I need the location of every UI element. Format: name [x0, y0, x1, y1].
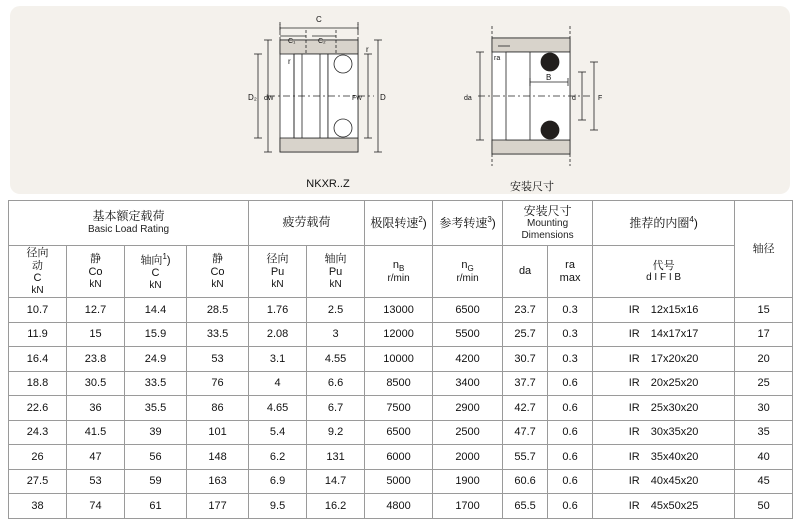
cell-axial-c: 39	[125, 420, 187, 445]
cell-inner-ring-designation	[593, 298, 735, 323]
cell-axial-co: 33.5	[187, 322, 249, 347]
header-axial-co-unit: kN	[211, 278, 224, 290]
spec-table-wrapper	[8, 200, 792, 519]
inner-ring-size: 40x45x20	[650, 475, 699, 488]
header-axial-dynamic-c: 轴向$^1$) C kN	[125, 246, 187, 298]
cell-radial-pu: 5.4	[249, 420, 307, 445]
svg-text:B: B	[546, 73, 552, 82]
inner-ring-prefix: IR	[628, 450, 640, 463]
header-reference-speed-cn: 参考转速	[439, 216, 488, 231]
cell-shaft-diameter: 30	[735, 396, 793, 421]
cell-radial-co: 23.8	[67, 347, 125, 372]
cell-da: 55.7	[503, 445, 548, 470]
cell-radial-c: 22.6	[9, 396, 67, 421]
header-co-symbol: Co	[88, 265, 103, 278]
svg-text:r: r	[288, 57, 291, 66]
cell-axial-co: 148	[187, 445, 249, 470]
header-radial-pu-label: 径向	[266, 253, 289, 266]
inner-ring-prefix: IR	[628, 303, 640, 316]
cell-radial-pu: 9.5	[249, 494, 307, 519]
table-row[interactable]	[9, 396, 793, 421]
cell-axial-c: 61	[125, 494, 187, 519]
cell-axial-pu: 14.7	[307, 469, 365, 494]
header-fatigue-load-cn: 疲劳载荷	[282, 215, 331, 230]
header-nb-symbol: $n_B$	[392, 258, 405, 273]
header-radial-pu-unit: kN	[271, 278, 284, 290]
cell-shaft-diameter: 40	[735, 445, 793, 470]
diagram-panel	[10, 6, 790, 194]
svg-text:d: d	[572, 95, 576, 102]
header-nb-unit	[365, 246, 433, 298]
cell-shaft-diameter: 50	[735, 494, 793, 519]
cell-shaft-diameter: 45	[735, 469, 793, 494]
inner-ring-prefix: IR	[628, 401, 640, 414]
cell-axial-co: 86	[187, 396, 249, 421]
cell-nb: 6500	[365, 420, 433, 445]
table-row[interactable]	[9, 371, 793, 396]
header-reference-speed: 参考转速$^3$)	[433, 201, 503, 246]
header-dfb-label: d I F I B	[646, 272, 682, 284]
cell-radial-pu: 4.65	[249, 396, 307, 421]
header-axial-pu-label: 轴向	[324, 253, 347, 266]
cell-axial-pu: 2.5	[307, 298, 365, 323]
header-axial-pu	[307, 246, 365, 298]
table-row[interactable]	[9, 420, 793, 445]
header-axial-pu-unit: kN	[329, 278, 342, 290]
header-radial-label: 径向	[26, 247, 49, 259]
table-row[interactable]	[9, 322, 793, 347]
cell-da: 42.7	[503, 396, 548, 421]
header-fatigue-load	[249, 201, 365, 246]
header-ng-unit	[433, 246, 503, 298]
svg-text:dW: dW	[264, 95, 274, 102]
header-basic-load-rating-cn: 基本额定载荷	[92, 209, 165, 224]
svg-text:C₁: C₁	[288, 38, 296, 45]
cell-da: 23.7	[503, 298, 548, 323]
svg-text:FW: FW	[352, 95, 362, 102]
header-ra-max-label: max	[559, 271, 581, 284]
cell-da: 30.7	[503, 347, 548, 372]
header-static-label: 静	[90, 253, 101, 266]
svg-text:da: da	[464, 95, 472, 102]
header-axial-pu-symbol: Pu	[328, 265, 343, 278]
svg-text:C₂: C₂	[318, 38, 326, 45]
cell-ra: 0.6	[548, 469, 593, 494]
cell-radial-co: 53	[67, 469, 125, 494]
cell-axial-co: 163	[187, 469, 249, 494]
svg-text:C: C	[316, 15, 322, 24]
cell-ng: 5500	[433, 322, 503, 347]
cell-axial-c: 24.9	[125, 347, 187, 372]
inner-ring-prefix: IR	[628, 475, 640, 488]
cell-inner-ring-designation	[593, 322, 735, 347]
cell-shaft-diameter: 17	[735, 322, 793, 347]
header-axial-co-symbol: Co	[210, 265, 225, 278]
header-designation-label: 代号	[652, 259, 675, 272]
cell-radial-c: 11.9	[9, 322, 67, 347]
cell-nb: 4800	[365, 494, 433, 519]
inner-ring-prefix: IR	[628, 499, 640, 512]
cell-inner-ring-designation	[593, 494, 735, 519]
header-limiting-speed-sup: 2	[418, 215, 423, 225]
header-da-label: da	[518, 265, 532, 278]
cell-axial-pu: 3	[307, 322, 365, 347]
cell-ng: 2000	[433, 445, 503, 470]
cell-ng: 2500	[433, 420, 503, 445]
header-radial-pu-symbol: Pu	[270, 265, 285, 278]
header-c-symbol: C	[33, 272, 42, 285]
cell-nb: 10000	[365, 347, 433, 372]
inner-ring-prefix: IR	[628, 352, 640, 365]
header-shaft-diameter-label: 轴径	[752, 242, 775, 255]
header-axial-c-unit: kN	[149, 279, 162, 291]
bearing-cross-section-drawing	[228, 12, 418, 182]
inner-ring-prefix: IR	[628, 377, 640, 390]
cell-axial-c: 59	[125, 469, 187, 494]
header-axial-c-symbol: C	[151, 267, 160, 280]
header-basic-load-rating	[9, 201, 249, 246]
cell-axial-pu: 6.7	[307, 396, 365, 421]
header-reference-speed-sup: 3	[487, 215, 492, 225]
svg-text:D₂: D₂	[248, 93, 257, 102]
header-co-unit: kN	[89, 278, 102, 290]
inner-ring-size: 25x30x20	[650, 401, 699, 414]
cell-axial-c: 33.5	[125, 371, 187, 396]
cell-axial-co: 101	[187, 420, 249, 445]
cell-ng: 4200	[433, 347, 503, 372]
header-ir-designation	[593, 246, 735, 298]
cell-nb: 12000	[365, 322, 433, 347]
inner-ring-size: 45x50x25	[650, 499, 699, 512]
cell-ra: 0.3	[548, 347, 593, 372]
header-axial-sup: 1	[162, 251, 167, 261]
header-mounting-dimensions-en: Mounting Dimensions	[521, 218, 574, 241]
cell-ra: 0.3	[548, 322, 593, 347]
cell-nb: 13000	[365, 298, 433, 323]
cell-shaft-diameter: 15	[735, 298, 793, 323]
cell-inner-ring-designation	[593, 396, 735, 421]
cell-ra: 0.6	[548, 494, 593, 519]
cell-inner-ring-designation	[593, 420, 735, 445]
inner-ring-size: 17x20x20	[650, 352, 699, 365]
cell-da: 65.5	[503, 494, 548, 519]
header-ng-rpm: r/min	[456, 273, 479, 285]
header-radial-dynamic-c	[9, 246, 67, 298]
header-ra-label: ra	[565, 259, 575, 272]
table-header-unit-row	[9, 246, 793, 298]
left-drawing-caption: NKXR..Z	[306, 178, 350, 190]
cell-radial-co: 12.7	[67, 298, 125, 323]
header-radial-pu	[249, 246, 307, 298]
cell-da: 47.7	[503, 420, 548, 445]
cell-radial-c: 16.4	[9, 347, 67, 372]
cell-radial-co: 36	[67, 396, 125, 421]
cell-radial-co: 30.5	[67, 371, 125, 396]
cell-axial-pu: 6.6	[307, 371, 365, 396]
cell-axial-c: 15.9	[125, 322, 187, 347]
header-recommended-inner-ring: 推荐的内圈$^4$)	[593, 201, 735, 246]
cell-da: 37.7	[503, 371, 548, 396]
cell-axial-co: 53	[187, 347, 249, 372]
cell-nb: 5000	[365, 469, 433, 494]
cell-radial-pu: 4	[249, 371, 307, 396]
cell-radial-c: 24.3	[9, 420, 67, 445]
cell-shaft-diameter: 35	[735, 420, 793, 445]
cell-radial-co: 41.5	[67, 420, 125, 445]
cell-axial-co: 76	[187, 371, 249, 396]
cell-radial-c: 27.5	[9, 469, 67, 494]
table-row[interactable]	[9, 469, 793, 494]
header-limiting-speed: 极限转速$^2$)	[365, 201, 433, 246]
table-row[interactable]	[9, 347, 793, 372]
svg-text:ra: ra	[494, 55, 501, 62]
cell-ng: 6500	[433, 298, 503, 323]
header-basic-load-rating-en: Basic Load Rating	[87, 224, 170, 236]
table-row[interactable]	[9, 445, 793, 470]
cell-ra: 0.6	[548, 445, 593, 470]
table-header-group-row	[9, 201, 793, 246]
cell-radial-c: 18.8	[9, 371, 67, 396]
cell-inner-ring-designation	[593, 371, 735, 396]
cell-radial-c: 26	[9, 445, 67, 470]
cell-shaft-diameter: 20	[735, 347, 793, 372]
svg-text:r: r	[366, 45, 369, 54]
cell-radial-co: 74	[67, 494, 125, 519]
cell-axial-c: 56	[125, 445, 187, 470]
header-recommended-inner-ring-sup: 4	[689, 215, 694, 225]
bearing-spec-table	[8, 200, 793, 519]
cell-radial-pu: 6.9	[249, 469, 307, 494]
cell-ng: 2900	[433, 396, 503, 421]
cell-axial-pu: 131	[307, 445, 365, 470]
cell-da: 25.7	[503, 322, 548, 347]
cell-axial-co: 177	[187, 494, 249, 519]
cell-radial-pu: 1.76	[249, 298, 307, 323]
cell-axial-pu: 16.2	[307, 494, 365, 519]
cell-radial-co: 47	[67, 445, 125, 470]
header-axial-static-co	[187, 246, 249, 298]
inner-ring-size: 35x40x20	[650, 450, 699, 463]
cell-inner-ring-designation	[593, 347, 735, 372]
cell-ra: 0.6	[548, 396, 593, 421]
cell-axial-c: 14.4	[125, 298, 187, 323]
header-recommended-inner-ring-cn: 推荐的内圈	[629, 216, 690, 231]
cell-nb: 6000	[365, 445, 433, 470]
cell-inner-ring-designation	[593, 469, 735, 494]
header-ra-max	[548, 246, 593, 298]
cell-axial-co: 28.5	[187, 298, 249, 323]
cell-ra: 0.3	[548, 298, 593, 323]
cell-radial-co: 15	[67, 322, 125, 347]
inner-ring-prefix: IR	[628, 328, 640, 341]
table-row[interactable]	[9, 298, 793, 323]
cell-radial-c: 38	[9, 494, 67, 519]
right-drawing-caption: 安装尺寸	[510, 181, 554, 193]
cell-ra: 0.6	[548, 371, 593, 396]
cell-axial-pu: 4.55	[307, 347, 365, 372]
cell-axial-pu: 9.2	[307, 420, 365, 445]
header-axial-label: 轴向	[140, 254, 163, 267]
header-mounting-dimensions-cn: 安装尺寸	[523, 203, 572, 218]
header-ng-symbol: $n_G$	[461, 258, 474, 273]
inner-ring-size: 12x15x16	[650, 303, 699, 316]
header-nb-rpm: r/min	[387, 273, 410, 285]
svg-text:D: D	[380, 93, 386, 102]
cell-inner-ring-designation	[593, 445, 735, 470]
header-limiting-speed-cn: 极限转速	[370, 216, 419, 231]
cell-ng: 1900	[433, 469, 503, 494]
cell-nb: 8500	[365, 371, 433, 396]
svg-text:F: F	[598, 95, 603, 102]
cell-radial-pu: 2.08	[249, 322, 307, 347]
header-radial-static-co	[67, 246, 125, 298]
mounting-dimensions-drawing	[442, 12, 622, 182]
cell-ng: 3400	[433, 371, 503, 396]
cell-ra: 0.6	[548, 420, 593, 445]
cell-radial-pu: 6.2	[249, 445, 307, 470]
cell-radial-c: 10.7	[9, 298, 67, 323]
cell-da: 60.6	[503, 469, 548, 494]
cell-ng: 1700	[433, 494, 503, 519]
header-mounting-dimensions	[503, 201, 593, 246]
table-row[interactable]	[9, 494, 793, 519]
header-c-unit: kN	[31, 284, 44, 296]
header-da	[503, 246, 548, 298]
inner-ring-size: 14x17x17	[650, 328, 699, 341]
inner-ring-prefix: IR	[628, 426, 640, 439]
header-axial-static-label: 静	[212, 253, 224, 266]
cell-axial-c: 35.5	[125, 396, 187, 421]
cell-nb: 7500	[365, 396, 433, 421]
header-shaft-diameter	[735, 201, 793, 298]
inner-ring-size: 20x25x20	[650, 377, 699, 390]
header-dynamic-label: 动	[32, 259, 43, 272]
cell-shaft-diameter: 25	[735, 371, 793, 396]
inner-ring-size: 30x35x20	[650, 426, 699, 439]
cell-radial-pu: 3.1	[249, 347, 307, 372]
